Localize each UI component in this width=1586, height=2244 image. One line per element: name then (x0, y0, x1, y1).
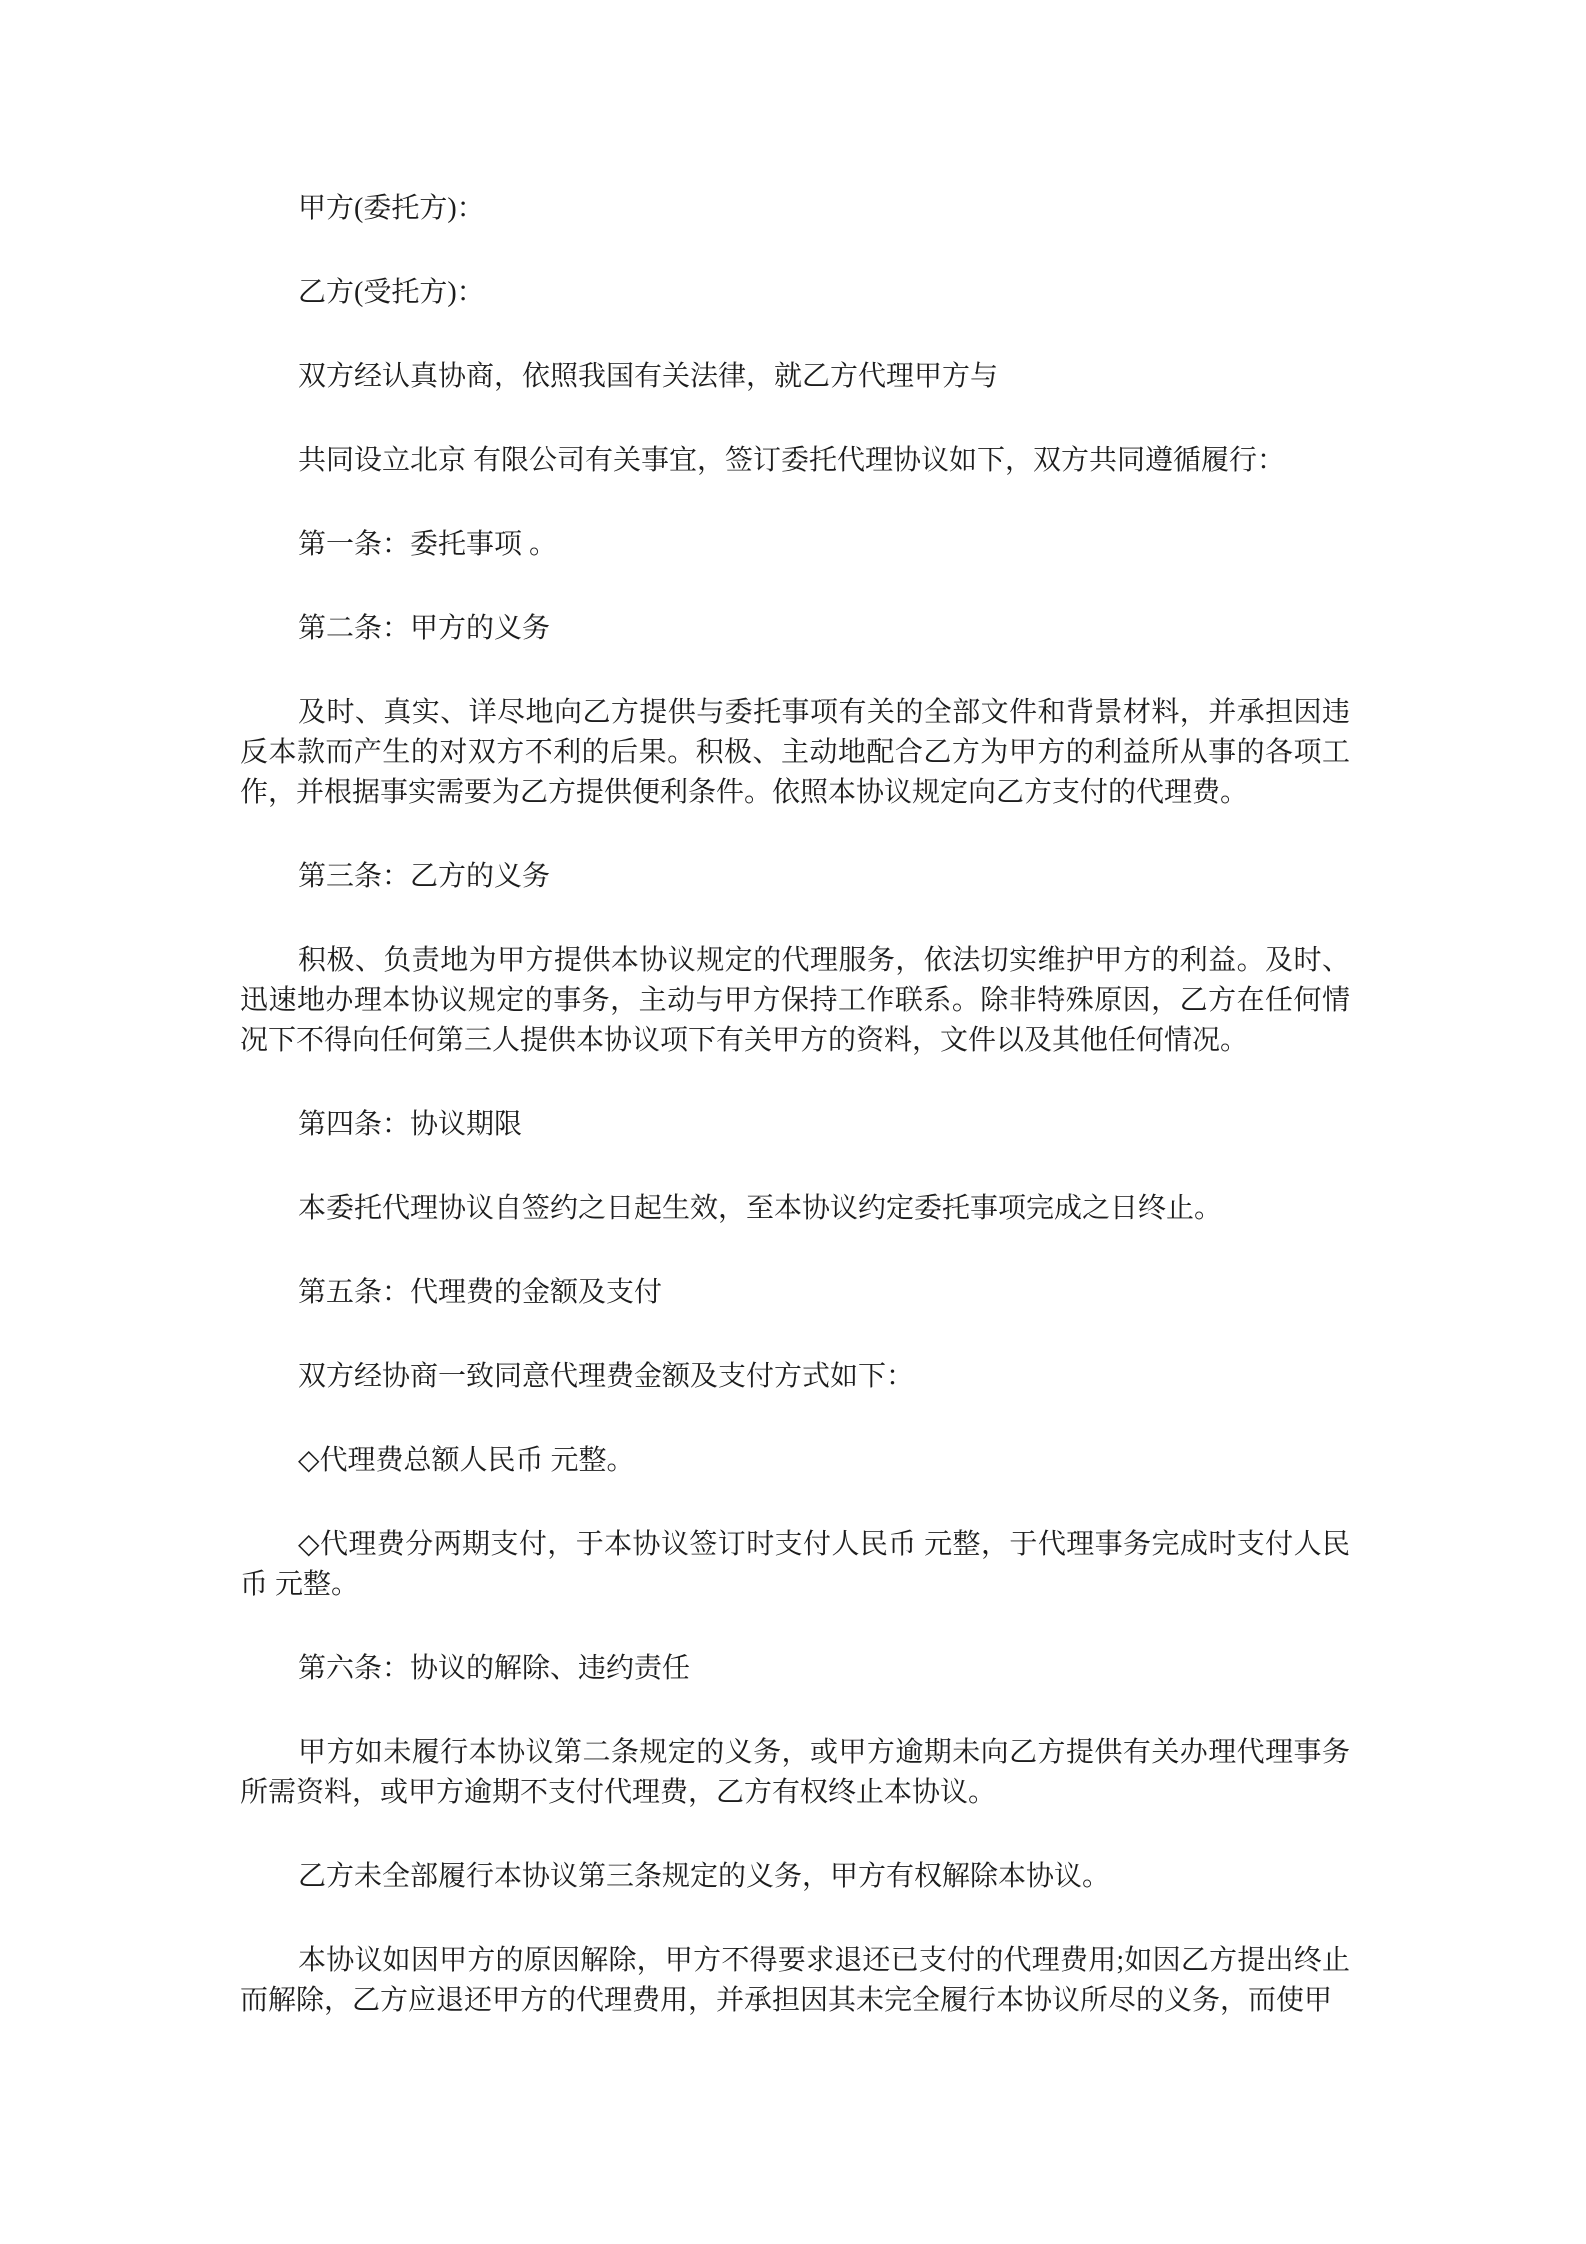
paragraph-preamble-2: 共同设立北京 有限公司有关事宜，签订委托代理协议如下，双方共同遵循履行： (298, 445, 1286, 476)
paragraph-clause-6-body-2: 乙方未全部履行本协议第三条规定的义务，甲方有权解除本协议。 (298, 1861, 1111, 1892)
paragraph-clause-1-title: 第一条：委托事项 。 (298, 529, 558, 560)
paragraph-clause-5-title: 第五条：代理费的金额及支付 (298, 1277, 663, 1308)
paragraph-clause-5-body: 双方经协商一致同意代理费金额及支付方式如下： (298, 1361, 915, 1392)
document-content (240, 189, 1350, 2065)
paragraph-clause-5-item-2: ◇代理费分两期支付，于本协议签订时支付人民币 元整，于代理事务完成时支付人民币 元整。 (240, 1529, 1350, 1600)
paragraph-clause-5-item-1: ◇代理费总额人民币 元整。 (298, 1445, 635, 1476)
paragraph-clause-6-body-1: 甲方如未履行本协议第二条规定的义务，或甲方逾期未向乙方提供有关办理代理事务所需资料，或甲方逾期不支付代理费，乙方有权终止本协议。 (240, 1737, 1350, 1808)
paragraph-clause-6-title: 第六条：协议的解除、违约责任 (298, 1653, 691, 1684)
paragraph-clause-3-body: 积极、负责地为甲方提供本协议规定的代理服务，依法切实维护甲方的利益。及时、迅速地办理本协议规定的事务，主动与甲方保持工作联系。除非特殊原因，乙方在任何情况下不得向任何第三人提供本协议项下有关甲方的资料，文件以及其他任何情况。 (240, 945, 1350, 1056)
paragraph-party-a: 甲方(委托方)： (298, 193, 485, 224)
paragraph-clause-6-body-3: 本协议如因甲方的原因解除，甲方不得要求退还已支付的代理费用;如因乙方提出终止而解除，乙方应退还甲方的代理费用，并承担因其未完全履行本协议所尽的义务，而使甲 (240, 1945, 1350, 2016)
paragraph-preamble-1: 双方经认真协商，依照我国有关法律，就乙方代理甲方与 (298, 361, 999, 392)
paragraph-clause-3-title: 第三条：乙方的义务 (298, 861, 551, 892)
paragraph-clause-2-body: 及时、真实、详尽地向乙方提供与委托事项有关的全部文件和背景材料，并承担因违反本款而产生的对双方不利的后果。积极、主动地配合乙方为甲方的利益所从事的各项工作，并根据事实需要为乙方提供便利条件。依照本协议规定向乙方支付的代理费。 (240, 697, 1350, 808)
paragraph-party-b: 乙方(受托方)： (298, 277, 485, 308)
paragraph-clause-2-title: 第二条：甲方的义务 (298, 613, 551, 644)
paragraph-clause-4-title: 第四条：协议期限 (298, 1109, 523, 1140)
paragraph-clause-4-body: 本委托代理协议自签约之日起生效，至本协议约定委托事项完成之日终止。 (298, 1193, 1223, 1224)
